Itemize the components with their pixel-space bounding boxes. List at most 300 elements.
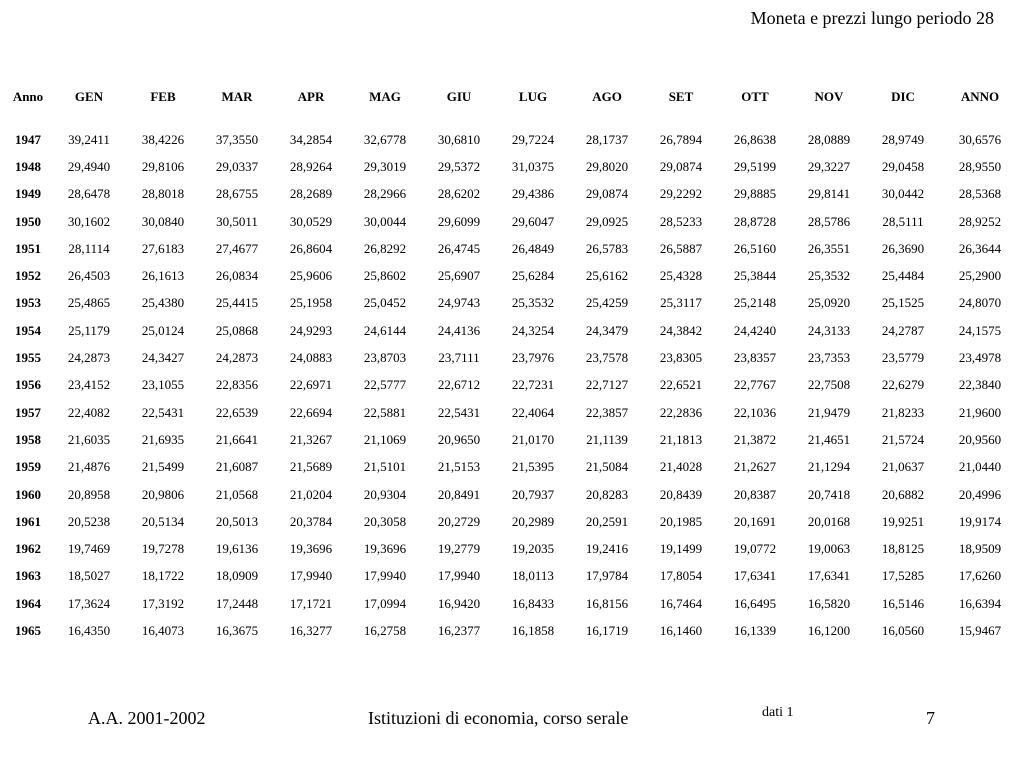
table-cell: 16,8433 — [511, 595, 555, 611]
table-header-row — [4, 84, 1020, 110]
table-cell: 28,2689 — [289, 186, 333, 202]
table-row — [4, 262, 1020, 289]
table-cell: 21,5084 — [585, 459, 629, 475]
table-cell: 17,3192 — [141, 595, 185, 611]
table-cell: 28,6202 — [437, 186, 481, 202]
table-cell: 17,1721 — [289, 595, 333, 611]
table-row — [4, 535, 1020, 562]
table-cell: 25,2900 — [958, 268, 1002, 284]
table-row — [4, 563, 1020, 590]
table-cell: 16,6495 — [733, 595, 777, 611]
row-year-cell: 1956 — [15, 377, 41, 393]
table-cell: 19,2035 — [511, 541, 555, 557]
table-cell: 29,8020 — [585, 158, 629, 174]
table-cell: 26,3644 — [958, 240, 1002, 256]
table-cell: 29,0874 — [659, 158, 703, 174]
column-header-year: Anno — [12, 89, 44, 104]
row-year-cell: 1961 — [15, 513, 41, 529]
table-cell: 22,5881 — [363, 404, 407, 420]
table-cell: 29,8885 — [733, 186, 777, 202]
table-cell: 21,8233 — [881, 404, 925, 420]
table-cell: 18,0113 — [512, 568, 554, 584]
table-cell: 18,9509 — [958, 541, 1002, 557]
table-cell: 20,9560 — [958, 431, 1002, 447]
table-cell: 20,1691 — [733, 513, 777, 529]
table-cell: 20,2989 — [511, 513, 555, 529]
table-cell: 24,2787 — [881, 322, 925, 338]
table-cell: 21,5101 — [363, 459, 407, 475]
row-year-cell: 1948 — [15, 158, 41, 174]
table-cell: 22,6521 — [659, 377, 703, 393]
table-cell: 25,4259 — [585, 295, 629, 311]
table-cell: 22,7767 — [733, 377, 777, 393]
table-cell: 20,7937 — [511, 486, 555, 502]
table-row — [4, 454, 1020, 481]
table-cell: 16,2758 — [363, 622, 407, 638]
table-cell: 23,4978 — [958, 350, 1002, 366]
table-cell: 16,1719 — [585, 622, 629, 638]
table-cell: 23,8703 — [363, 350, 407, 366]
table-row — [4, 235, 1020, 262]
table-cell: 25,3844 — [733, 268, 777, 284]
table-cell: 30,6576 — [958, 131, 1002, 147]
row-year-cell: 1951 — [15, 240, 41, 256]
table-cell: 20,0168 — [807, 513, 851, 529]
table-cell: 20,1985 — [659, 513, 703, 529]
table-row — [4, 208, 1020, 235]
column-header-nov: NOV — [814, 89, 844, 104]
column-header-mar: MAR — [221, 89, 253, 104]
table-cell: 17,6341 — [807, 568, 851, 584]
table-cell: 29,5372 — [437, 158, 481, 174]
column-header-anno: ANNO — [960, 89, 1000, 104]
table-cell: 20,5134 — [141, 513, 185, 529]
table-cell: 28,5233 — [659, 213, 703, 229]
table-cell: 28,6755 — [215, 186, 259, 202]
table-cell: 28,9252 — [958, 213, 1002, 229]
table-cell: 28,9749 — [881, 131, 925, 147]
table-cell: 29,4386 — [511, 186, 555, 202]
table-row — [4, 481, 1020, 508]
column-header-set: SET — [668, 89, 694, 104]
table-body — [4, 126, 1020, 645]
table-cell: 20,8283 — [585, 486, 629, 502]
table-row — [4, 126, 1020, 153]
footer-academic-year: A.A. 2001-2002 — [88, 708, 206, 728]
column-header-dic: DIC — [891, 89, 915, 104]
table-cell: 22,8356 — [215, 377, 259, 393]
table-cell: 21,0170 — [511, 431, 555, 447]
table-cell: 24,0883 — [289, 350, 333, 366]
table-row — [4, 372, 1020, 399]
table-cell: 26,8638 — [733, 131, 777, 147]
table-cell: 28,8018 — [141, 186, 185, 202]
table-cell: 25,6907 — [437, 268, 481, 284]
table-cell: 20,7418 — [807, 486, 851, 502]
table-cell: 17,9940 — [437, 568, 481, 584]
table-cell: 25,0124 — [141, 322, 185, 338]
table-row — [4, 344, 1020, 371]
table-cell: 23,7578 — [585, 350, 629, 366]
table-cell: 21,4028 — [659, 459, 703, 475]
table-cell: 16,3675 — [215, 622, 259, 638]
row-year-cell: 1958 — [15, 431, 41, 447]
table-cell: 20,2729 — [437, 513, 481, 529]
table-cell: 21,0204 — [289, 486, 333, 502]
table-cell: 22,6539 — [215, 404, 259, 420]
row-year-cell: 1962 — [15, 541, 41, 557]
table-cell: 23,8305 — [659, 350, 703, 366]
table-cell: 25,2148 — [733, 295, 777, 311]
row-year-cell: 1960 — [15, 486, 41, 502]
table-cell: 17,3624 — [67, 595, 111, 611]
table-cell: 27,6183 — [141, 240, 185, 256]
table-cell: 27,4677 — [215, 240, 259, 256]
table-cell: 26,3690 — [881, 240, 925, 256]
table-cell: 39,2411 — [68, 131, 110, 147]
table-cell: 30,6810 — [437, 131, 481, 147]
table-cell: 21,1139 — [586, 431, 628, 447]
table-cell: 21,9600 — [958, 404, 1002, 420]
table-cell: 26,5160 — [733, 240, 777, 256]
column-header-giu: GIU — [446, 89, 472, 104]
table-cell: 28,9550 — [958, 158, 1002, 174]
table-cell: 30,0840 — [141, 213, 185, 229]
table-cell: 19,6136 — [215, 541, 259, 557]
table-cell: 21,6087 — [215, 459, 259, 475]
table-cell: 18,1722 — [141, 568, 185, 584]
table-cell: 26,3551 — [807, 240, 851, 256]
table-cell: 28,6478 — [67, 186, 111, 202]
table-cell: 30,5011 — [216, 213, 258, 229]
table-row — [4, 426, 1020, 453]
table-cell: 16,8156 — [585, 595, 629, 611]
row-year-cell: 1952 — [15, 268, 41, 284]
table-cell: 28,1737 — [585, 131, 629, 147]
table-row — [4, 399, 1020, 426]
table-cell: 19,0772 — [733, 541, 777, 557]
table-cell: 29,0874 — [585, 186, 629, 202]
price-index-table — [4, 84, 1020, 645]
table-cell: 29,4940 — [67, 158, 111, 174]
table-row — [4, 290, 1020, 317]
table-cell: 22,6712 — [437, 377, 481, 393]
table-cell: 22,5431 — [141, 404, 185, 420]
table-cell: 16,1460 — [659, 622, 703, 638]
table-cell: 19,2416 — [585, 541, 629, 557]
table-cell: 23,5779 — [881, 350, 925, 366]
footer-page-number: 7 — [926, 708, 935, 728]
table-cell: 20,3784 — [289, 513, 333, 529]
table-cell: 19,9174 — [958, 513, 1002, 529]
table-cell: 20,4996 — [958, 486, 1002, 502]
row-year-cell: 1953 — [15, 295, 41, 311]
table-cell: 28,5111 — [882, 213, 924, 229]
table-cell: 30,0529 — [289, 213, 333, 229]
table-cell: 25,4484 — [881, 268, 925, 284]
table-cell: 17,2448 — [215, 595, 259, 611]
table-cell: 16,7464 — [659, 595, 703, 611]
table-row — [4, 181, 1020, 208]
table-cell: 25,1525 — [881, 295, 925, 311]
table-cell: 22,6694 — [289, 404, 333, 420]
table-cell: 16,0560 — [881, 622, 925, 638]
table-cell: 24,3133 — [807, 322, 851, 338]
footer-course-name: Istituzioni di economia, corso serale — [368, 708, 629, 728]
footer-data-note: dati 1 — [762, 705, 794, 720]
table-cell: 25,3117 — [660, 295, 702, 311]
table-cell: 20,9650 — [437, 431, 481, 447]
table-cell: 24,4240 — [733, 322, 777, 338]
table-cell: 16,3277 — [289, 622, 333, 638]
table-row — [4, 508, 1020, 535]
table-cell: 23,1055 — [141, 377, 185, 393]
table-cell: 24,9743 — [437, 295, 481, 311]
table-cell: 25,4380 — [141, 295, 185, 311]
table-cell: 16,1339 — [733, 622, 777, 638]
table-cell: 21,0440 — [958, 459, 1002, 475]
table-cell: 28,5786 — [807, 213, 851, 229]
table-cell: 17,9940 — [289, 568, 333, 584]
table-cell: 21,0637 — [881, 459, 925, 475]
table-cell: 28,1114 — [68, 240, 110, 256]
table-cell: 26,5887 — [659, 240, 703, 256]
table-cell: 29,7224 — [511, 131, 555, 147]
table-cell: 21,0568 — [215, 486, 259, 502]
table-cell: 20,8387 — [733, 486, 777, 502]
table-cell: 21,6035 — [67, 431, 111, 447]
table-cell: 18,8125 — [881, 541, 925, 557]
table-cell: 21,3267 — [289, 431, 333, 447]
table-cell: 26,8604 — [289, 240, 333, 256]
table-cell: 15,9467 — [958, 622, 1002, 638]
table-cell: 29,5199 — [733, 158, 777, 174]
column-header-apr: APR — [297, 89, 325, 104]
table-cell: 21,1813 — [659, 431, 703, 447]
table-cell: 22,7508 — [807, 377, 851, 393]
table-cell: 22,6971 — [289, 377, 333, 393]
table-cell: 21,3872 — [733, 431, 777, 447]
table-cell: 17,6260 — [958, 568, 1002, 584]
row-year-cell: 1964 — [15, 595, 41, 611]
table-cell: 24,2873 — [67, 350, 111, 366]
table-cell: 17,8054 — [659, 568, 703, 584]
column-header-feb: FEB — [150, 89, 176, 104]
table-cell: 25,4328 — [659, 268, 703, 284]
table-cell: 29,3019 — [363, 158, 407, 174]
table-cell: 16,9420 — [437, 595, 481, 611]
table-cell: 21,5689 — [289, 459, 333, 475]
slide-title: Moneta e prezzi lungo periodo 28 — [750, 8, 994, 28]
column-header-lug: LUG — [518, 89, 548, 104]
table-cell: 19,1499 — [659, 541, 703, 557]
table-cell: 19,7469 — [67, 541, 111, 557]
table-cell: 26,5783 — [585, 240, 629, 256]
table-cell: 21,5153 — [437, 459, 481, 475]
row-year-cell: 1954 — [15, 322, 41, 338]
table-cell: 22,5777 — [363, 377, 407, 393]
table-cell: 25,1179 — [68, 322, 110, 338]
table-cell: 21,9479 — [807, 404, 851, 420]
table-cell: 29,8106 — [141, 158, 185, 174]
table-cell: 21,5724 — [881, 431, 925, 447]
table-cell: 28,8728 — [733, 213, 777, 229]
table-cell: 22,3840 — [958, 377, 1002, 393]
table-cell: 31,0375 — [511, 158, 555, 174]
table-cell: 16,1200 — [807, 622, 851, 638]
table-cell: 18,0909 — [215, 568, 259, 584]
table-row — [4, 590, 1020, 617]
table-cell: 24,8070 — [958, 295, 1002, 311]
table-cell: 28,2966 — [363, 186, 407, 202]
table-cell: 26,8292 — [363, 240, 407, 256]
table-cell: 16,1858 — [511, 622, 555, 638]
table-cell: 26,1613 — [141, 268, 185, 284]
table-cell: 24,2873 — [215, 350, 259, 366]
table-cell: 20,8439 — [659, 486, 703, 502]
table-cell: 20,5013 — [215, 513, 259, 529]
table-cell: 22,1036 — [733, 404, 777, 420]
table-cell: 21,6641 — [215, 431, 259, 447]
table-cell: 19,9251 — [881, 513, 925, 529]
row-year-cell: 1965 — [15, 622, 41, 638]
table-cell: 20,2591 — [585, 513, 629, 529]
table-cell: 29,8141 — [807, 186, 851, 202]
table-cell: 25,4415 — [215, 295, 259, 311]
table-cell: 22,4082 — [67, 404, 111, 420]
table-cell: 21,1294 — [807, 459, 851, 475]
table-cell: 24,9293 — [289, 322, 333, 338]
table-cell: 24,3254 — [511, 322, 555, 338]
row-year-cell: 1955 — [15, 350, 41, 366]
table-cell: 21,2627 — [733, 459, 777, 475]
table-cell: 21,6935 — [141, 431, 185, 447]
table-cell: 25,6284 — [511, 268, 555, 284]
table-cell: 25,8602 — [363, 268, 407, 284]
table-cell: 21,1069 — [363, 431, 407, 447]
column-header-ago: AGO — [592, 89, 622, 104]
table-cell: 24,1575 — [958, 322, 1002, 338]
table-cell: 29,0925 — [585, 213, 629, 229]
table-row — [4, 317, 1020, 344]
table-cell: 17,6341 — [733, 568, 777, 584]
table-cell: 21,4651 — [807, 431, 851, 447]
table-cell: 30,0442 — [881, 186, 925, 202]
table-cell: 17,9940 — [363, 568, 407, 584]
table-cell: 19,7278 — [141, 541, 185, 557]
table-cell: 25,3532 — [511, 295, 555, 311]
table-cell: 24,6144 — [363, 322, 407, 338]
table-cell: 25,3532 — [807, 268, 851, 284]
table-cell: 30,0044 — [363, 213, 407, 229]
row-year-cell: 1963 — [15, 568, 41, 584]
table-cell: 24,4136 — [437, 322, 481, 338]
table-cell: 34,2854 — [289, 131, 333, 147]
table-cell: 17,5285 — [881, 568, 925, 584]
table-cell: 19,2779 — [437, 541, 481, 557]
table-cell: 25,0920 — [807, 295, 851, 311]
table-cell: 32,6778 — [363, 131, 407, 147]
table-cell: 16,4350 — [67, 622, 111, 638]
table-row — [4, 153, 1020, 180]
table-cell: 20,3058 — [363, 513, 407, 529]
row-year-cell: 1949 — [15, 186, 41, 202]
table-cell: 22,7127 — [585, 377, 629, 393]
table-cell: 20,5238 — [67, 513, 111, 529]
table-cell: 22,5431 — [437, 404, 481, 420]
table-cell: 20,8491 — [437, 486, 481, 502]
table-cell: 20,6882 — [881, 486, 925, 502]
table-cell: 26,4849 — [511, 240, 555, 256]
table-cell: 25,4865 — [67, 295, 111, 311]
table-cell: 24,3842 — [659, 322, 703, 338]
table-cell: 26,4745 — [437, 240, 481, 256]
table-cell: 21,4876 — [67, 459, 111, 475]
table-cell: 25,0452 — [363, 295, 407, 311]
table-cell: 23,4152 — [67, 377, 111, 393]
table-cell: 20,9806 — [141, 486, 185, 502]
table-cell: 20,8958 — [67, 486, 111, 502]
table-cell: 21,5499 — [141, 459, 185, 475]
table-cell: 16,4073 — [141, 622, 185, 638]
table-cell: 25,0868 — [215, 322, 259, 338]
row-year-cell: 1957 — [15, 404, 41, 420]
table-cell: 22,3857 — [585, 404, 629, 420]
table-cell: 28,5368 — [958, 186, 1002, 202]
row-year-cell: 1950 — [15, 213, 41, 229]
table-cell: 29,3227 — [807, 158, 851, 174]
table-cell: 21,5395 — [511, 459, 555, 475]
table-cell: 23,7111 — [438, 350, 480, 366]
table-cell: 22,4064 — [511, 404, 555, 420]
table-row — [4, 617, 1020, 644]
table-cell: 19,0063 — [807, 541, 851, 557]
table-cell: 30,1602 — [67, 213, 111, 229]
table-cell: 20,9304 — [363, 486, 407, 502]
table-cell: 17,0994 — [363, 595, 407, 611]
table-cell: 29,6047 — [511, 213, 555, 229]
table-cell: 28,0889 — [807, 131, 851, 147]
table-cell: 16,5146 — [881, 595, 925, 611]
column-header-gen: GEN — [74, 89, 104, 104]
table-cell: 29,0337 — [215, 158, 259, 174]
table-cell: 29,0458 — [881, 158, 925, 174]
table-cell: 26,4503 — [67, 268, 111, 284]
table-cell: 29,2292 — [659, 186, 703, 202]
table-cell: 17,9784 — [585, 568, 629, 584]
table-cell: 25,9606 — [289, 268, 333, 284]
column-header-ott: OTT — [741, 89, 769, 104]
column-header-mag: MAG — [369, 89, 401, 104]
table-cell: 18,5027 — [67, 568, 111, 584]
table-cell: 16,6394 — [958, 595, 1002, 611]
table-cell: 22,7231 — [511, 377, 555, 393]
table-cell: 26,0834 — [215, 268, 259, 284]
table-cell: 23,8357 — [733, 350, 777, 366]
table-cell: 19,3696 — [289, 541, 333, 557]
table-cell: 24,3479 — [585, 322, 629, 338]
table-cell: 22,2836 — [659, 404, 703, 420]
table-cell: 23,7976 — [511, 350, 555, 366]
table-cell: 23,7353 — [807, 350, 851, 366]
table-cell: 24,3427 — [141, 350, 185, 366]
table-cell: 16,2377 — [437, 622, 481, 638]
table-cell: 26,7894 — [659, 131, 703, 147]
table-cell: 25,1958 — [289, 295, 333, 311]
table-cell: 16,5820 — [807, 595, 851, 611]
table-cell: 29,6099 — [437, 213, 481, 229]
table-cell: 28,9264 — [289, 158, 333, 174]
